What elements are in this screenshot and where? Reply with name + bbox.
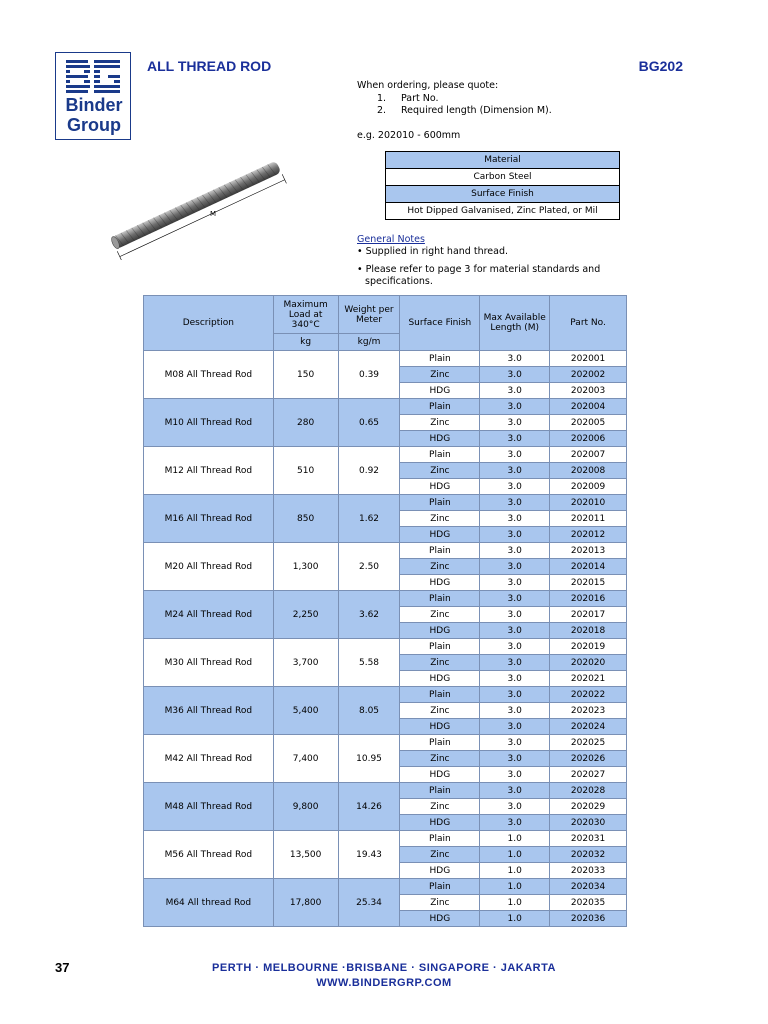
part-number: 202030 xyxy=(550,815,627,831)
dimension-m-label: M xyxy=(210,210,217,218)
ordering-intro: When ordering, please quote: xyxy=(357,80,499,91)
surface-finish-value: HDG xyxy=(400,479,480,495)
table-row xyxy=(144,879,627,895)
ordering-example: e.g. 202010 - 600mm xyxy=(357,129,461,141)
part-number: 202028 xyxy=(550,783,627,799)
length-value: 1.0 xyxy=(480,895,550,911)
surface-finish-value: Plain xyxy=(400,591,480,607)
max-load-value: 2,250 xyxy=(273,591,338,639)
part-number: 202027 xyxy=(550,767,627,783)
general-notes-heading: General Notes xyxy=(357,234,425,245)
length-value: 3.0 xyxy=(480,415,550,431)
surface-finish-value: HDG xyxy=(400,575,480,591)
part-number: 202018 xyxy=(550,623,627,639)
part-number: 202022 xyxy=(550,687,627,703)
part-number: 202004 xyxy=(550,399,627,415)
part-number: 202019 xyxy=(550,639,627,655)
length-value: 3.0 xyxy=(480,767,550,783)
surface-finish-value: HDG xyxy=(400,719,480,735)
length-value: 3.0 xyxy=(480,591,550,607)
part-number: 202023 xyxy=(550,703,627,719)
weight-value: 8.05 xyxy=(338,687,400,735)
header-description: Description xyxy=(144,296,274,351)
rod-description: M12 All Thread Rod xyxy=(144,447,274,495)
surface-finish-value: Zinc xyxy=(400,847,480,863)
length-value: 1.0 xyxy=(480,911,550,927)
ordering-item-text: Required length (Dimension M). xyxy=(401,105,552,116)
part-number: 202034 xyxy=(550,879,627,895)
length-value: 3.0 xyxy=(480,671,550,687)
length-value: 1.0 xyxy=(480,863,550,879)
rod-description: M16 All Thread Rod xyxy=(144,495,274,543)
surface-finish-value: HDG xyxy=(400,623,480,639)
rod-description: M56 All Thread Rod xyxy=(144,831,274,879)
part-number: 202036 xyxy=(550,911,627,927)
footer-website: WWW.BINDERGRP.COM xyxy=(316,977,452,989)
surface-finish-value: Zinc xyxy=(400,367,480,383)
part-number: 202011 xyxy=(550,511,627,527)
length-value: 3.0 xyxy=(480,559,550,575)
header-surface-finish: Surface Finish xyxy=(400,296,480,351)
length-value: 3.0 xyxy=(480,479,550,495)
length-value: 3.0 xyxy=(480,703,550,719)
general-notes xyxy=(357,234,627,288)
surface-finish-value: HDG xyxy=(400,671,480,687)
surface-finish-value: Hot Dipped Galvanised, Zinc Plated, or Mil xyxy=(386,203,620,220)
header-max-length: Max Available Length (M) xyxy=(480,296,550,351)
general-note: • Supplied in right hand thread. xyxy=(357,246,509,257)
ordering-item xyxy=(357,105,552,118)
length-value: 3.0 xyxy=(480,511,550,527)
surface-finish-value: HDG xyxy=(400,911,480,927)
material-table xyxy=(385,151,620,220)
length-value: 3.0 xyxy=(480,495,550,511)
length-value: 3.0 xyxy=(480,383,550,399)
max-load-value: 7,400 xyxy=(273,735,338,783)
ordering-item-number: 1. xyxy=(377,92,387,104)
surface-finish-value: Plain xyxy=(400,495,480,511)
length-value: 3.0 xyxy=(480,783,550,799)
max-load-value: 510 xyxy=(273,447,338,495)
surface-finish-value: Zinc xyxy=(400,751,480,767)
max-load-value: 9,800 xyxy=(273,783,338,831)
part-number: 202005 xyxy=(550,415,627,431)
length-value: 3.0 xyxy=(480,447,550,463)
part-number: 202002 xyxy=(550,367,627,383)
surface-finish-value: Zinc xyxy=(400,703,480,719)
ordering-item xyxy=(357,93,552,106)
part-number: 202031 xyxy=(550,831,627,847)
table-row xyxy=(144,399,627,415)
surface-finish-value: HDG xyxy=(400,383,480,399)
bg-logo-mark-icon xyxy=(64,57,124,97)
surface-finish-value: Zinc xyxy=(400,607,480,623)
page-title: ALL THREAD ROD xyxy=(147,58,272,74)
surface-finish-value: Zinc xyxy=(400,559,480,575)
part-number: 202006 xyxy=(550,431,627,447)
length-value: 1.0 xyxy=(480,831,550,847)
max-load-value: 1,300 xyxy=(273,543,338,591)
part-number: 202009 xyxy=(550,479,627,495)
rod-description: M64 All thread Rod xyxy=(144,879,274,927)
length-value: 3.0 xyxy=(480,607,550,623)
length-value: 3.0 xyxy=(480,527,550,543)
max-load-value: 5,400 xyxy=(273,687,338,735)
header-max-load: Maximum Load at 340°C xyxy=(273,296,338,334)
header-part-no: Part No. xyxy=(550,296,627,351)
weight-value: 19.43 xyxy=(338,831,400,879)
weight-value: 14.26 xyxy=(338,783,400,831)
length-value: 1.0 xyxy=(480,879,550,895)
material-value: Carbon Steel xyxy=(386,169,620,186)
weight-value: 0.92 xyxy=(338,447,400,495)
weight-value: 2.50 xyxy=(338,543,400,591)
weight-value: 3.62 xyxy=(338,591,400,639)
thread-rod-illustration xyxy=(100,150,290,260)
specifications-table-body xyxy=(144,351,627,927)
length-value: 3.0 xyxy=(480,751,550,767)
surface-finish-value: Plain xyxy=(400,783,480,799)
surface-finish-header: Surface Finish xyxy=(386,186,620,203)
ordering-item-number: 2. xyxy=(377,105,387,116)
material-header: Material xyxy=(386,152,620,169)
surface-finish-value: Plain xyxy=(400,831,480,847)
rod-description: M48 All Thread Rod xyxy=(144,783,274,831)
header-load-unit: kg xyxy=(273,334,338,351)
table-row xyxy=(144,687,627,703)
surface-finish-value: Zinc xyxy=(400,511,480,527)
surface-finish-value: Zinc xyxy=(400,895,480,911)
length-value: 3.0 xyxy=(480,367,550,383)
length-value: 3.0 xyxy=(480,399,550,415)
rod-description: M30 All Thread Rod xyxy=(144,639,274,687)
length-value: 3.0 xyxy=(480,815,550,831)
part-number: 202035 xyxy=(550,895,627,911)
surface-finish-value: Plain xyxy=(400,879,480,895)
part-number: 202015 xyxy=(550,575,627,591)
surface-finish-value: Plain xyxy=(400,687,480,703)
part-number: 202033 xyxy=(550,863,627,879)
part-number: 202029 xyxy=(550,799,627,815)
binder-group-logo xyxy=(55,52,131,140)
max-load-value: 17,800 xyxy=(273,879,338,927)
table-row xyxy=(144,495,627,511)
weight-value: 1.62 xyxy=(338,495,400,543)
table-row xyxy=(144,591,627,607)
part-number: 202016 xyxy=(550,591,627,607)
table-row xyxy=(144,831,627,847)
length-value: 3.0 xyxy=(480,575,550,591)
length-value: 3.0 xyxy=(480,431,550,447)
table-row xyxy=(144,543,627,559)
weight-value: 0.65 xyxy=(338,399,400,447)
surface-finish-value: Zinc xyxy=(400,655,480,671)
length-value: 3.0 xyxy=(480,639,550,655)
specifications-table xyxy=(143,295,627,927)
table-row xyxy=(144,783,627,799)
rod-description: M42 All Thread Rod xyxy=(144,735,274,783)
length-value: 3.0 xyxy=(480,687,550,703)
surface-finish-value: Plain xyxy=(400,639,480,655)
logo-text-binder: Binder xyxy=(65,95,123,115)
surface-finish-value: HDG xyxy=(400,815,480,831)
logo-text-group: Group xyxy=(67,115,121,135)
length-value: 3.0 xyxy=(480,543,550,559)
surface-finish-value: Plain xyxy=(400,351,480,367)
surface-finish-value: Zinc xyxy=(400,415,480,431)
part-number: 202012 xyxy=(550,527,627,543)
table-row xyxy=(144,735,627,751)
part-number: 202020 xyxy=(550,655,627,671)
part-number: 202017 xyxy=(550,607,627,623)
part-number: 202026 xyxy=(550,751,627,767)
part-number: 202013 xyxy=(550,543,627,559)
surface-finish-value: HDG xyxy=(400,767,480,783)
max-load-value: 850 xyxy=(273,495,338,543)
product-code: BG202 xyxy=(638,58,683,74)
weight-value: 10.95 xyxy=(338,735,400,783)
length-value: 3.0 xyxy=(480,623,550,639)
part-number: 202007 xyxy=(550,447,627,463)
part-number: 202032 xyxy=(550,847,627,863)
surface-finish-value: HDG xyxy=(400,527,480,543)
table-row xyxy=(144,639,627,655)
rod-description: M20 All Thread Rod xyxy=(144,543,274,591)
part-number: 202021 xyxy=(550,671,627,687)
surface-finish-value: Plain xyxy=(400,543,480,559)
surface-finish-value: HDG xyxy=(400,863,480,879)
surface-finish-value: Plain xyxy=(400,735,480,751)
rod-description: M24 All Thread Rod xyxy=(144,591,274,639)
rod-description: M36 All Thread Rod xyxy=(144,687,274,735)
length-value: 3.0 xyxy=(480,719,550,735)
table-row xyxy=(144,351,627,367)
max-load-value: 13,500 xyxy=(273,831,338,879)
length-value: 3.0 xyxy=(480,799,550,815)
length-value: 3.0 xyxy=(480,351,550,367)
length-value: 3.0 xyxy=(480,655,550,671)
part-number: 202010 xyxy=(550,495,627,511)
max-load-value: 150 xyxy=(273,351,338,399)
length-value: 1.0 xyxy=(480,847,550,863)
ordering-item-text: Part No. xyxy=(401,92,439,104)
weight-value: 0.39 xyxy=(338,351,400,399)
footer xyxy=(0,961,768,991)
max-load-value: 3,700 xyxy=(273,639,338,687)
rod-description: M08 All Thread Rod xyxy=(144,351,274,399)
rod-description: M10 All Thread Rod xyxy=(144,399,274,447)
part-number: 202001 xyxy=(550,351,627,367)
max-load-value: 280 xyxy=(273,399,338,447)
surface-finish-value: HDG xyxy=(400,431,480,447)
footer-cities: PERTH · MELBOURNE ·BRISBANE · SINGAPORE · JAKARTA xyxy=(212,962,556,974)
part-number: 202024 xyxy=(550,719,627,735)
weight-value: 5.58 xyxy=(338,639,400,687)
surface-finish-value: Zinc xyxy=(400,799,480,815)
ordering-instructions xyxy=(357,80,552,142)
part-number: 202014 xyxy=(550,559,627,575)
surface-finish-value: Plain xyxy=(400,447,480,463)
length-value: 3.0 xyxy=(480,463,550,479)
header-weight: Weight per Meter xyxy=(338,296,400,334)
surface-finish-value: Plain xyxy=(400,399,480,415)
page-number: 37 xyxy=(55,960,70,975)
table-row xyxy=(144,447,627,463)
general-note: • Please refer to page 3 for material standards and specifications. xyxy=(357,264,601,287)
header-weight-unit: kg/m xyxy=(338,334,400,351)
weight-value: 25.34 xyxy=(338,879,400,927)
part-number: 202003 xyxy=(550,383,627,399)
part-number: 202008 xyxy=(550,463,627,479)
part-number: 202025 xyxy=(550,735,627,751)
surface-finish-value: Zinc xyxy=(400,463,480,479)
length-value: 3.0 xyxy=(480,735,550,751)
